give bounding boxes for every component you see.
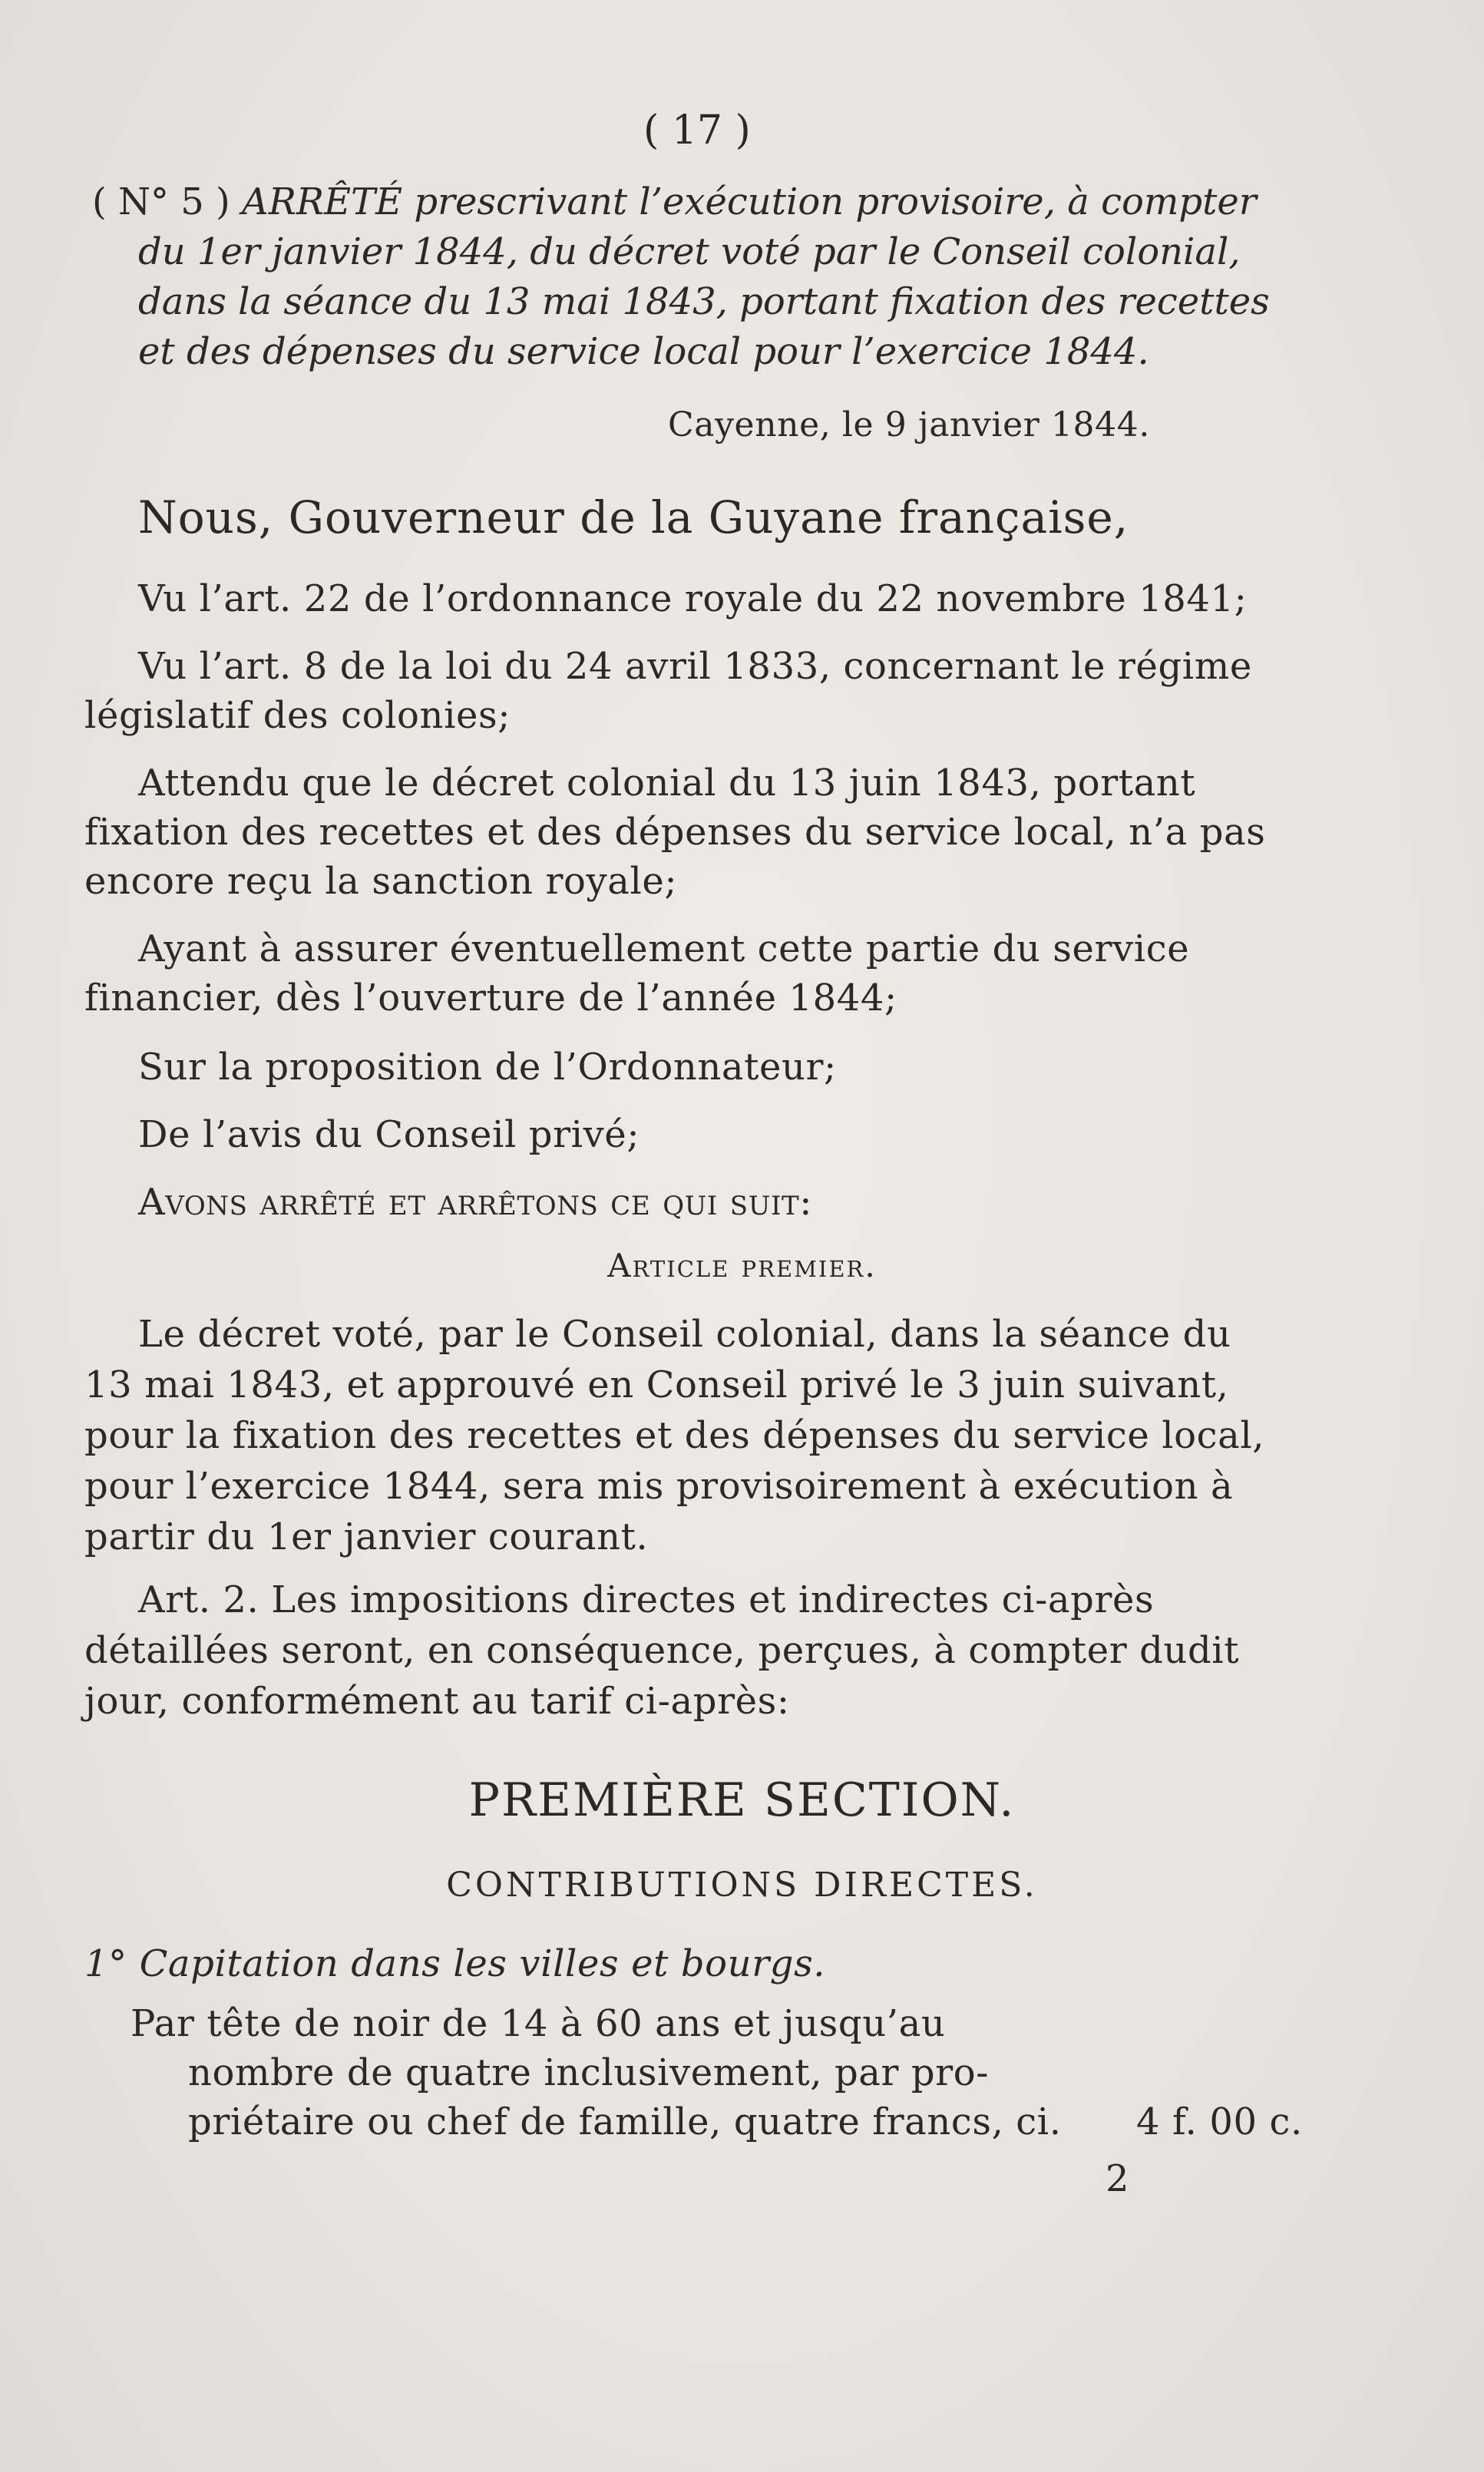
ayant-line-a: Ayant à assurer éventuellement cette partie du service bbox=[138, 927, 1190, 970]
vu-line-1: Vu l’art. 22 de l’ordonnance royale du 22 novembre 1841; bbox=[138, 577, 1248, 620]
sur-line: Sur la proposition de l’Ordonnateur; bbox=[138, 1046, 837, 1089]
avons-line: Avons arrêté et arrêtons ce qui suit: bbox=[138, 1181, 813, 1224]
article-2-line-1: Art. 2. Les impositions directes et indirectes ci-après bbox=[138, 1578, 1155, 1621]
item-line-1: Par tête de noir de 14 à 60 ans et jusqu’au bbox=[131, 2002, 946, 2045]
article-1-heading: Article premier. bbox=[607, 1247, 877, 1284]
section-subtitle: CONTRIBUTIONS DIRECTES. bbox=[446, 1866, 1038, 1905]
vu-line-2b: législatif des colonies; bbox=[84, 694, 511, 737]
dateline: Cayenne, le 9 janvier 1844. bbox=[668, 405, 1150, 444]
article-1-line-1: Le décret voté, par le Conseil colonial, dans la séance du bbox=[138, 1313, 1231, 1356]
title-line-3: dans la séance du 13 mai 1843, portant fixation des recettes bbox=[138, 280, 1270, 323]
attendu-line-c: encore reçu la sanction royale; bbox=[84, 860, 678, 903]
attendu-line-b: fixation des recettes et des dépenses du service local, n’a pas bbox=[84, 811, 1266, 854]
vu-line-2a: Vu l’art. 8 de la loi du 24 avril 1833, concernant le régime bbox=[138, 645, 1252, 688]
item-amount: 4 f. 00 c. bbox=[1136, 2100, 1303, 2143]
act-number: ( N° 5 ) bbox=[92, 180, 230, 223]
title-line-2: du 1er janvier 1844, du décret voté par le Conseil colonial, bbox=[138, 230, 1241, 273]
signature-mark: 2 bbox=[1106, 2157, 1129, 2200]
item-heading: 1° Capitation dans les villes et bourgs. bbox=[84, 1942, 826, 1985]
article-1-line-5: partir du 1er janvier courant. bbox=[84, 1515, 649, 1558]
de-line: De l’avis du Conseil privé; bbox=[138, 1113, 640, 1156]
ayant-line-b: financier, dès l’ouverture de l’année 1844; bbox=[84, 977, 897, 1020]
article-2-line-3: jour, conformément au tarif ci-après: bbox=[84, 1680, 790, 1723]
attendu-line-a: Attendu que le décret colonial du 13 juin 1843, portant bbox=[138, 762, 1196, 805]
title-text-1: ARRÊTÉ prescrivant l’exécution provisoire, à compter bbox=[242, 180, 1257, 223]
article-1-line-3: pour la fixation des recettes et des dépenses du service local, bbox=[84, 1414, 1265, 1457]
article-2-line-2: détaillées seront, en conséquence, perçues, à compter dudit bbox=[84, 1629, 1240, 1672]
item-line-3: priétaire ou chef de famille, quatre francs, ci. bbox=[188, 2100, 1062, 2143]
article-1-line-2: 13 mai 1843, et approuvé en Conseil privé le 3 juin suivant, bbox=[84, 1363, 1229, 1406]
page-folio: ( 17 ) bbox=[643, 107, 751, 154]
item-line-2: nombre de quatre inclusivement, par pro- bbox=[188, 2051, 990, 2094]
section-title: PREMIÈRE SECTION. bbox=[468, 1773, 1016, 1827]
article-1-line-4: pour l’exercice 1844, sera mis provisoirement à exécution à bbox=[84, 1465, 1234, 1508]
authority-line: Nous, Gouverneur de la Guyane française, bbox=[138, 491, 1129, 544]
title-line-4: et des dépenses du service local pour l’exercice 1844. bbox=[138, 330, 1149, 373]
title-line-1 bbox=[92, 180, 1328, 223]
